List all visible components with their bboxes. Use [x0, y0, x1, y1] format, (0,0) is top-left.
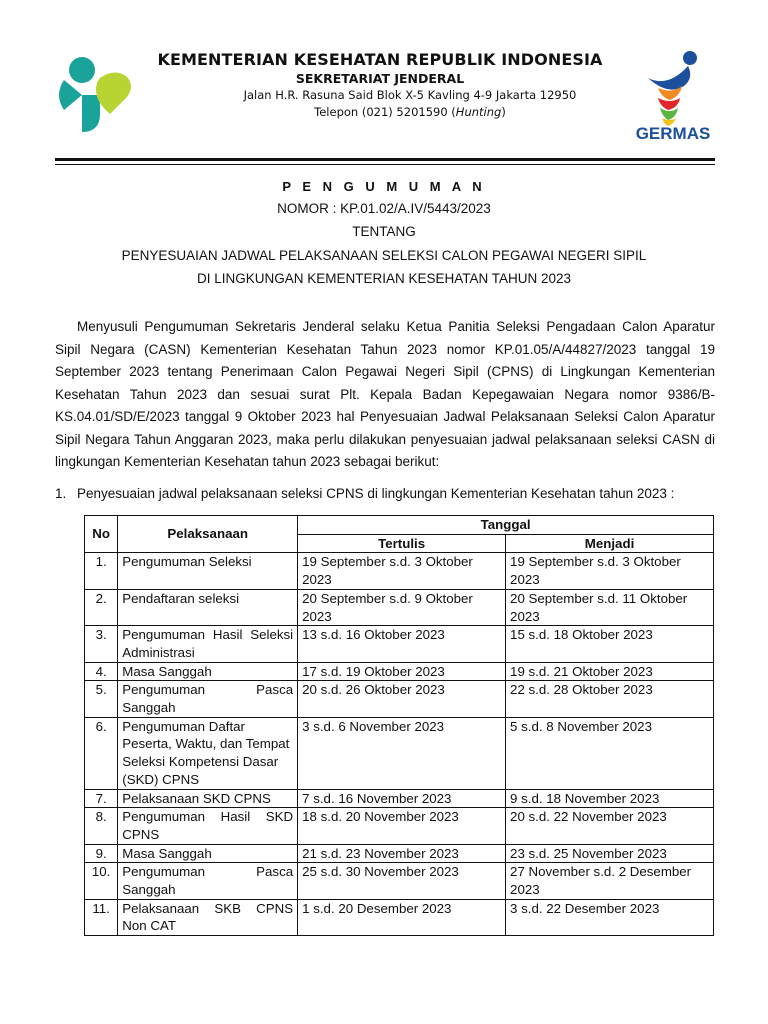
cell-tertulis: 1 s.d. 20 Desember 2023	[298, 899, 506, 935]
announcement-subject-line1: PENYESUAIAN JADWAL PELAKSANAAN SELEKSI CALON PEGAWAI NEGERI SIPIL	[121, 248, 647, 263]
cell-tertulis: 25 s.d. 30 November 2023	[298, 863, 506, 899]
cell-no: 9.	[85, 844, 118, 863]
header-no: No	[85, 516, 118, 553]
table-row	[85, 553, 714, 589]
announcement-number: NOMOR : KP.01.02/A.IV/5443/2023	[277, 201, 491, 216]
cell-no: 4.	[85, 662, 118, 681]
cell-pelaksanaan: Masa Sanggah	[118, 844, 298, 863]
cell-tertulis: 21 s.d. 23 November 2023	[298, 844, 506, 863]
list-item-1	[55, 486, 715, 501]
header-menjadi: Menjadi	[506, 534, 714, 553]
announcement-title: P E N G U M U M A N	[282, 179, 486, 194]
table-row	[85, 662, 714, 681]
cell-tertulis: 3 s.d. 6 November 2023	[298, 717, 506, 789]
list-item-text: Penyesuaian jadwal pelaksanaan seleksi CPNS di lingkungan Kementerian Kesehatan tahun 2023 :	[77, 486, 675, 501]
cell-tertulis: 17 s.d. 19 Oktober 2023	[298, 662, 506, 681]
cell-no: 1.	[85, 553, 118, 589]
phone-hunting: Hunting	[455, 105, 502, 119]
cell-tertulis: 19 September s.d. 3 Oktober 2023	[298, 553, 506, 589]
ministry-logo-icon	[52, 50, 142, 140]
body-paragraph-text: Menyusuli Pengumuman Sekretaris Jenderal selaku Ketua Panitia Seleksi Pengadaan Calon Aparatur Sipil Negara (CASN) Kementerian Kesehatan Tahun 2023 nomor KP.01.05/A/44827/2023 tanggal 19 September 2023 tentang Penerimaan Calon Pegawai Negeri Sipil (CPNS) di Lingkungan Kementerian Kesehatan Tahun 2023 dan sesuai surat Plt. Kepala Badan Kepegawaian Negara nomor 9386/B-KS.04.01/SD/E/2023 tanggal 9 Oktober 2023 hal Penyesuaian Jadwal Pelaksanaan Seleksi Calon Aparatur Sipil Negara Tahun Anggaran 2023, maka perlu dilakukan penyesuaian jadwal pelaksanaan seleksi CASN di lingkungan Kementerian Kesehatan tahun 2023 sebagai berikut:	[55, 319, 715, 469]
cell-menjadi: 19 s.d. 21 Oktober 2023	[506, 662, 714, 681]
cell-menjadi: 23 s.d. 25 November 2023	[506, 844, 714, 863]
secretariat-name: SEKRETARIAT JENDERAL	[295, 71, 465, 86]
table-row	[85, 808, 714, 844]
table-row	[85, 789, 714, 808]
cell-pelaksanaan: Pelaksanaan SKB CPNS Non CAT	[118, 899, 298, 935]
phone-prefix: Telepon (021) 5201590 (	[314, 105, 456, 119]
cell-no: 2.	[85, 589, 118, 625]
schedule-table	[84, 515, 714, 936]
cell-tertulis: 18 s.d. 20 November 2023	[298, 808, 506, 844]
table-row	[85, 626, 714, 662]
cell-pelaksanaan: Pelaksanaan SKD CPNS	[118, 789, 298, 808]
table-row	[85, 717, 714, 789]
cell-no: 7.	[85, 789, 118, 808]
cell-menjadi: 27 November s.d. 2 Desember 2023	[506, 863, 714, 899]
cell-menjadi: 15 s.d. 18 Oktober 2023	[506, 626, 714, 662]
cell-pelaksanaan: Masa Sanggah	[118, 662, 298, 681]
body-paragraph	[55, 316, 715, 474]
cell-menjadi: 20 September s.d. 11 Oktober 2023	[506, 589, 714, 625]
list-item-number: 1.	[55, 486, 67, 501]
letterhead-rule-thick	[55, 158, 715, 161]
cell-tertulis: 20 s.d. 26 Oktober 2023	[298, 681, 506, 717]
announcement-about: TENTANG	[352, 224, 416, 239]
cell-no: 6.	[85, 717, 118, 789]
cell-menjadi: 22 s.d. 28 Oktober 2023	[506, 681, 714, 717]
cell-pelaksanaan: Pendaftaran seleksi	[118, 589, 298, 625]
cell-pelaksanaan: Pengumuman Hasil SKD CPNS	[118, 808, 298, 844]
cell-menjadi: 20 s.d. 22 November 2023	[506, 808, 714, 844]
cell-menjadi: 19 September s.d. 3 Oktober 2023	[506, 553, 714, 589]
table-row	[85, 899, 714, 935]
cell-menjadi: 9 s.d. 18 November 2023	[506, 789, 714, 808]
cell-pelaksanaan: Pengumuman Pasca Sanggah	[118, 863, 298, 899]
cell-tertulis: 20 September s.d. 9 Oktober 2023	[298, 589, 506, 625]
table-row	[85, 844, 714, 863]
header-tertulis: Tertulis	[298, 534, 506, 553]
cell-no: 11.	[85, 899, 118, 935]
cell-tertulis: 13 s.d. 16 Oktober 2023	[298, 626, 506, 662]
phone-suffix: )	[501, 105, 506, 119]
cell-no: 10.	[85, 863, 118, 899]
cell-no: 5.	[85, 681, 118, 717]
germas-logo-icon	[628, 48, 718, 143]
cell-menjadi: 5 s.d. 8 November 2023	[506, 717, 714, 789]
cell-no: 8.	[85, 808, 118, 844]
cell-pelaksanaan: Pengumuman Seleksi	[118, 553, 298, 589]
ministry-name: KEMENTERIAN KESEHATAN REPUBLIK INDONESIA	[157, 50, 603, 69]
announcement-subject-line2: DI LINGKUNGAN KEMENTERIAN KESEHATAN TAHUN 2023	[196, 271, 572, 286]
table-row	[85, 589, 714, 625]
ministry-address: Jalan H.R. Rasuna Said Blok X-5 Kavling 4-9 Jakarta 12950	[243, 88, 577, 102]
letterhead-rule-thin	[55, 164, 715, 165]
header-pelaksanaan: Pelaksanaan	[118, 516, 298, 553]
cell-pelaksanaan: Pengumuman Hasil Seleksi Administrasi	[118, 626, 298, 662]
germas-label: GERMAS	[635, 124, 711, 143]
header-tanggal: Tanggal	[298, 516, 714, 535]
ministry-phone	[145, 105, 675, 119]
cell-pelaksanaan: Pengumuman Pasca Sanggah	[118, 681, 298, 717]
cell-tertulis: 7 s.d. 16 November 2023	[298, 789, 506, 808]
cell-no: 3.	[85, 626, 118, 662]
cell-pelaksanaan: Pengumuman Daftar Peserta, Waktu, dan Tempat Seleksi Kompetensi Dasar (SKD) CPNS	[118, 717, 298, 789]
table-row	[85, 681, 714, 717]
cell-menjadi: 3 s.d. 22 Desember 2023	[506, 899, 714, 935]
table-row	[85, 863, 714, 899]
